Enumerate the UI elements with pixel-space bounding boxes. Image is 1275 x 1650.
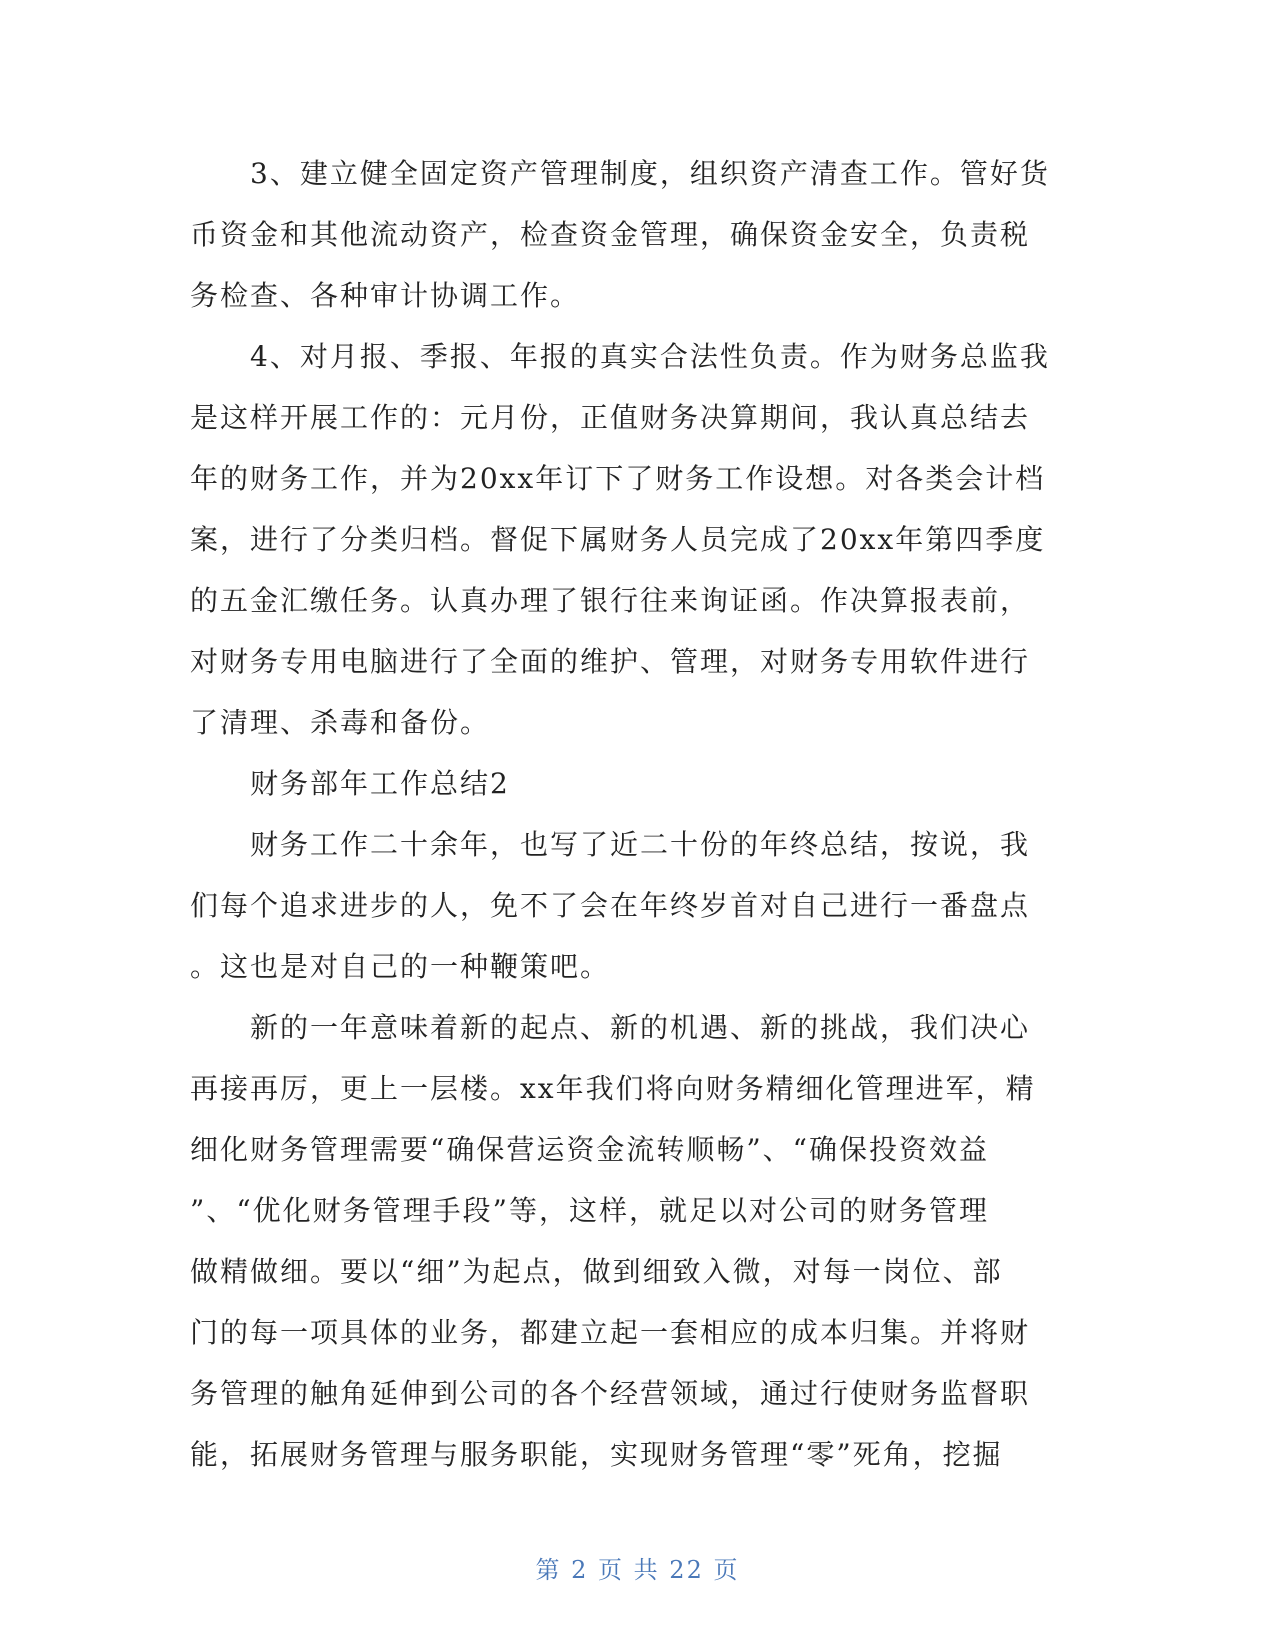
section-heading: 财务部年工作总结2 xyxy=(250,767,510,800)
paragraph-line: 再接再厉，更上一层楼。xx年我们将向财务精细化管理进军，精 xyxy=(190,1072,1036,1105)
paragraph-line: 币资金和其他流动资产，检查资金管理，确保资金安全，负责税 xyxy=(190,218,1031,251)
document-body xyxy=(190,143,1070,1485)
paragraph-line: 的五金汇缴任务。认真办理了银行往来询证函。作决算报表前， xyxy=(190,584,1031,617)
paragraph-line: 4、对月报、季报、年报的真实合法性负责。作为财务总监我 xyxy=(250,340,1050,373)
paragraph-line: 门的每一项具体的业务，都建立起一套相应的成本归集。并将财 xyxy=(190,1316,1031,1349)
paragraph-line: 新的一年意味着新的起点、新的机遇、新的挑战，我们决心 xyxy=(250,1011,1031,1044)
page-number-footer: 第 2 页 共 22 页 xyxy=(535,1556,740,1584)
paragraph-line: 财务工作二十余年，也写了近二十份的年终总结，按说，我 xyxy=(250,828,1031,861)
paragraph-line: ”、“优化财务管理手段”等，这样，就足以对公司的财务管理 xyxy=(190,1194,989,1227)
paragraph-line: 是这样开展工作的：元月份，正值财务决算期间，我认真总结去 xyxy=(190,401,1031,434)
paragraph-line: 务管理的触角延伸到公司的各个经营领域，通过行使财务监督职 xyxy=(190,1377,1031,1410)
paragraph-line: 细化财务管理需要“确保营运资金流转顺畅”、“确保投资效益 xyxy=(190,1133,989,1166)
paragraph-line: 能，拓展财务管理与服务职能，实现财务管理“零”死角，挖掘 xyxy=(190,1438,1003,1471)
paragraph-line: 们每个追求进步的人，免不了会在年终岁首对自己进行一番盘点 xyxy=(190,889,1031,922)
paragraph-line: 案，进行了分类归档。督促下属财务人员完成了20xx年第四季度 xyxy=(190,523,1046,556)
paragraph-line: 了清理、杀毒和备份。 xyxy=(190,706,491,739)
paragraph-line: 3、建立健全固定资产管理制度，组织资产清查工作。管好货 xyxy=(250,157,1050,190)
paragraph-line: 。这也是对自己的一种鞭策吧。 xyxy=(190,950,611,983)
paragraph-line: 做精做细。要以“细”为起点，做到细致入微，对每一岗位、部 xyxy=(190,1255,1003,1288)
paragraph-line: 年的财务工作，并为20xx年订下了财务工作设想。对各类会计档 xyxy=(190,462,1046,495)
paragraph-line: 对财务专用电脑进行了全面的维护、管理，对财务专用软件进行 xyxy=(190,645,1031,678)
paragraph-line: 务检查、各种审计协调工作。 xyxy=(190,279,581,312)
